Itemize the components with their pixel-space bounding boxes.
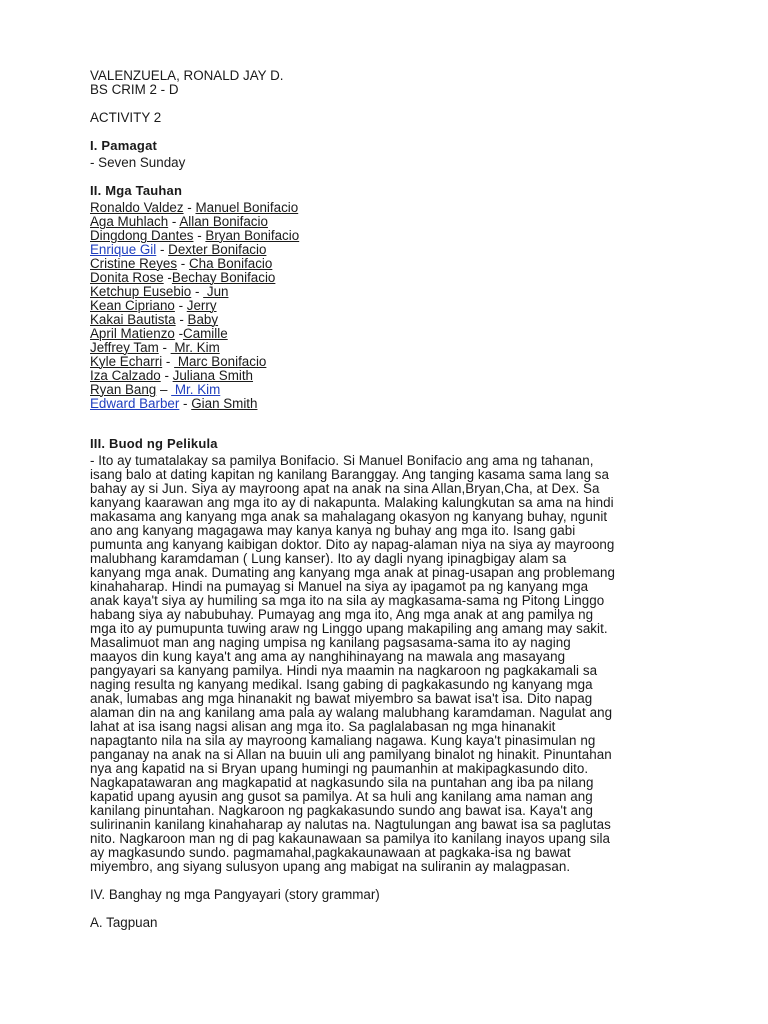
cast-actor-name[interactable]: Aga Muhlach (90, 214, 169, 229)
section-heading-tauhan: II. Mga Tauhan (90, 183, 183, 198)
cast-row (90, 355, 690, 369)
cast-actor-name[interactable]: Ketchup Eusebio (90, 284, 192, 299)
cast-role-name[interactable]: Allan Bonifacio (179, 214, 268, 229)
cast-row (90, 271, 690, 285)
summary-line: isang balo at dating kapitan ng kanilang Baranggay. Ang tanging kasama sama lang sa (90, 467, 610, 482)
cast-row (90, 215, 690, 229)
cast-actor-name[interactable]: Ryan Bang (90, 382, 157, 397)
cast-actor-name[interactable]: Iza Calzado (90, 368, 161, 383)
summary-line: - Ito ay tumatalakay sa pamilya Bonifacio. Si Manuel Bonifacio ang ama ng tahanan, (90, 453, 594, 468)
cast-row (90, 285, 690, 299)
student-course: BS CRIM 2 - D (90, 82, 179, 97)
cast-list (90, 201, 690, 411)
summary-line: kanyang mga anak. Dumating ang kanyang mga anak at pinag-usapan ang problemang (90, 565, 616, 580)
cast-role-name[interactable]: Mr. Kim (170, 340, 220, 355)
cast-actor-name[interactable]: Donita Rose (90, 270, 164, 285)
cast-role-name[interactable]: Bechay Bonifacio (171, 270, 276, 285)
cast-separator: - (160, 368, 173, 383)
cast-role-name[interactable]: Juliana Smith (172, 368, 254, 383)
summary-line: naging resulta ng kanyang medikal. Isang gabing di pagkakasundo ng kanyang mga (90, 677, 593, 692)
cast-role-name[interactable]: Bryan Bonifacio (205, 228, 300, 243)
summary-line: anak, lumabas ang mga hinanakit ng bawat miyembro sa bawat isa't isa. Dito napag (90, 691, 593, 706)
cast-row (90, 327, 690, 341)
cast-row (90, 383, 690, 397)
summary-line: lahat at isa isang nagsi alisan ang mga ito. Sa paglalabasan ng mga hinanakit (90, 719, 556, 734)
cast-actor-name[interactable]: April Matienzo (90, 326, 175, 341)
student-name: VALENZUELA, RONALD JAY D. (90, 68, 284, 83)
cast-row (90, 313, 690, 327)
cast-row (90, 201, 690, 215)
cast-role-name[interactable]: Gian Smith (191, 396, 258, 411)
section-heading-buod: III. Buod ng Pelikula (90, 436, 218, 451)
cast-role-name[interactable]: Mr. Kim (171, 382, 221, 397)
cast-role-name[interactable]: Jun (203, 284, 229, 299)
summary-line: kinahaharap. Hindi na pumayag si Manuel na siya ay ipagamot pa ng kanyang mga (90, 579, 589, 594)
summary-line: ay magkasundo sundo. pagmamahal,pagkakaunawaan at pagkaka-isa ng bawat (90, 845, 571, 860)
summary-paragraph (90, 454, 690, 874)
cast-role-name[interactable]: Cha Bonifacio (188, 256, 273, 271)
cast-separator: - (168, 214, 180, 229)
cast-separator: - (163, 270, 172, 285)
summary-line: nya ang kapatid na si Bryan upang humingi ng paumanhin at makipagkasundo dito. (90, 761, 589, 776)
cast-separator: - (179, 396, 192, 411)
cast-actor-name[interactable]: Jeffrey Tam (90, 340, 159, 355)
cast-row (90, 369, 690, 383)
cast-separator: - (193, 228, 206, 243)
cast-separator: - (175, 312, 188, 327)
summary-line: kapatid upang ayusin ang gusot sa pamilya. At sa huli ang kanilang ama naman ang (90, 789, 593, 804)
cast-role-name[interactable]: Camille (183, 326, 228, 341)
summary-line: mga ito ay pumupunta tuwing araw ng Linggo upang makapiling ang amang may sakit. (90, 621, 608, 636)
summary-line: nito. Nagkaroon man ng di pag kakaunawaan sa pamilya ito kanilang inayos upang sila (90, 831, 611, 846)
cast-role-name[interactable]: Manuel Bonifacio (195, 200, 299, 215)
summary-line: alaman din na ang kanilang ama pala ay walang malubhang karamdaman. Nagulat ang (90, 705, 613, 720)
section-heading-banghay: IV. Banghay ng mga Pangyayari (story grammar) (90, 887, 380, 902)
summary-line: maayos din kung kaya't ang ama ay nanghihinayang na mawala ang masayang (90, 649, 566, 664)
activity-title: ACTIVITY 2 (90, 110, 162, 125)
cast-separator: - (174, 298, 187, 313)
summary-line: miyembro, ang siyang sulusyon upang ang mabigat na suliranin ay malagpasan. (90, 859, 571, 874)
cast-role-name[interactable]: Baby (187, 312, 219, 327)
cast-separator: - (183, 200, 196, 215)
summary-line: Nagkapatawaran ang magkapatid at nagkasundo sila na puntahan ang iba pa nilang (90, 775, 594, 790)
summary-line: pangyayari sa kanyang pamilya. Hindi nya maamin na nagkaroon ng pagkakamali sa (90, 663, 598, 678)
section-heading-pamagat: I. Pamagat (90, 138, 158, 153)
cast-separator: - (156, 242, 169, 257)
cast-row (90, 229, 690, 243)
cast-row (90, 243, 690, 257)
cast-role-name[interactable]: Marc Bonifacio (174, 354, 267, 369)
summary-line: sulirinanin kanilang kinahaharap ay nalutas na. Nagtulungan ang bawat isa sa paglutas (90, 817, 611, 832)
cast-separator: - (177, 256, 189, 271)
summary-line: pumunta ang kanyang kaibigan doktor. Dito ay napag-alaman niya na siya ay mayroong (90, 537, 615, 552)
cast-separator: - (174, 326, 184, 341)
cast-actor-name[interactable]: Edward Barber (90, 396, 180, 411)
document-page (90, 69, 690, 930)
cast-separator: - (158, 340, 171, 355)
cast-actor-name[interactable]: Enrique Gil (90, 242, 157, 257)
cast-actor-name[interactable]: Kean Cipriano (90, 298, 175, 313)
cast-actor-name[interactable]: Cristine Reyes (90, 256, 178, 271)
summary-line: malubhang karamdaman ( Lung kanser). Ito ay dagli nyang ipinagbigay alam sa (90, 551, 567, 566)
cast-row (90, 257, 690, 271)
summary-line: habang siya ay nabubuhay. Pumayag ang mga ito, Ang mga anak at ang pamilya ng (90, 607, 594, 622)
cast-separator: - (162, 354, 175, 369)
summary-line: Masalimuot man ang naging umpisa ng kanilang pagsasama-sama ito ay naging (90, 635, 571, 650)
cast-role-name[interactable]: Jerry (186, 298, 217, 313)
summary-line: anak kaya't siya ay humiling sa mga ito na sila ay magkasama-sama ng Pitong Linggo (90, 593, 605, 608)
subheading-tagpuan: A. Tagpuan (90, 915, 158, 930)
cast-actor-name[interactable]: Kyle Echarri (90, 354, 163, 369)
summary-line: ano ang kanyang magagawa may kanya kanya ng buhay ang mga ito. Isang gabi (90, 523, 576, 538)
cast-row (90, 341, 690, 355)
summary-line: panganay na anak na si Allan na buuin uli ang pamilyang binalot ng hinakit. Pinuntahan (90, 747, 612, 762)
movie-title: - Seven Sunday (90, 155, 186, 170)
cast-separator: – (156, 382, 172, 397)
cast-actor-name[interactable]: Dingdong Dantes (90, 228, 194, 243)
summary-line: makasama ang kanyang mga anak sa mahalagang okasyon ng kanyang buhay, ngunit (90, 509, 608, 524)
cast-separator: - (191, 284, 204, 299)
cast-actor-name[interactable]: Ronaldo Valdez (90, 200, 184, 215)
cast-role-name[interactable]: Dexter Bonifacio (168, 242, 267, 257)
cast-row (90, 299, 690, 313)
summary-line: kanyang kaarawan ang mga ito ay di nakapunta. Malaking kalungkutan sa ama na hindi (90, 495, 614, 510)
cast-actor-name[interactable]: Kakai Bautista (90, 312, 176, 327)
summary-line: kanilang pinuntahan. Nagkaroon ng pagkakasundo sundo ang bawat isa. Kaya't ang (90, 803, 594, 818)
cast-row (90, 397, 690, 411)
summary-line: bahay ay si Jun. Siya ay mayroong apat na anak na sina Allan,Bryan,Cha, at Dex. Sa (90, 481, 600, 496)
summary-line: napagtanto nila na sila ay mayroong kamaliang nagawa. Kung kaya't pinasimulan ng (90, 733, 596, 748)
